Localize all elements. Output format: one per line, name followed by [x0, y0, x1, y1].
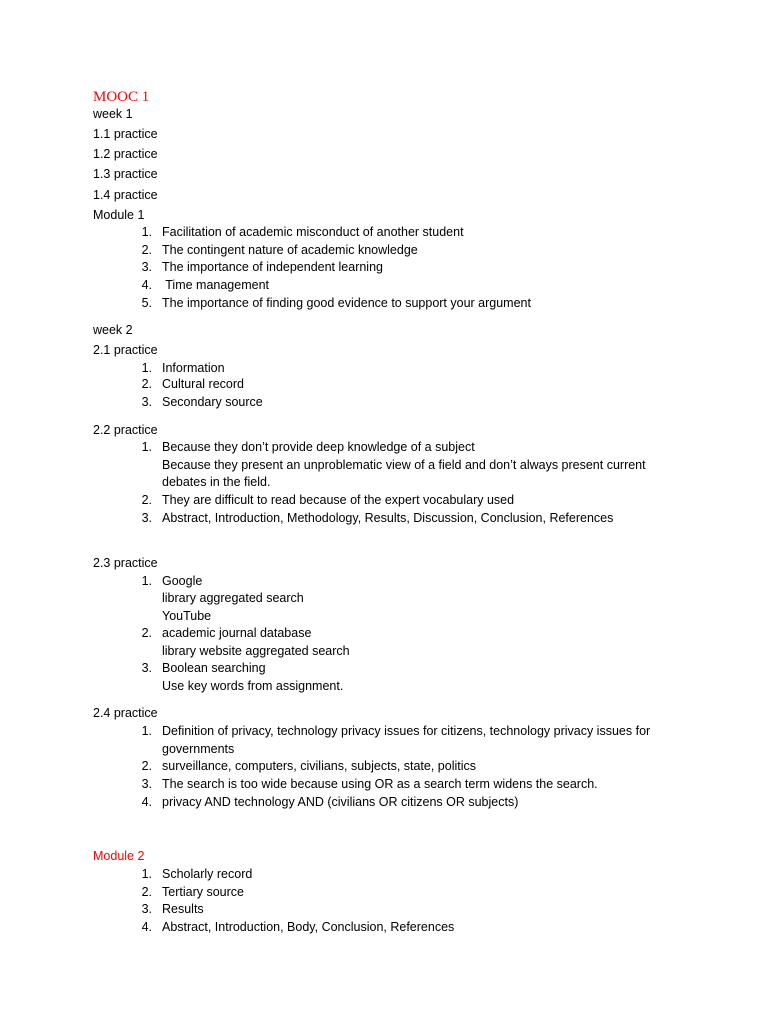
- week-1-label: week 1: [93, 107, 133, 121]
- practice-1-4: 1.4 practice: [93, 188, 158, 202]
- list-number: 1.: [141, 724, 152, 738]
- list-number: 1.: [141, 225, 152, 239]
- list-item: Scholarly record: [162, 867, 253, 881]
- list-item-continued: debates in the field.: [162, 475, 271, 489]
- list-number: 3.: [141, 511, 152, 525]
- list-item-continued: library aggregated search: [162, 591, 304, 605]
- practice-1-2: 1.2 practice: [93, 147, 158, 161]
- list-item: Information: [162, 361, 225, 375]
- list-number: 1.: [141, 361, 152, 375]
- practice-2-1-label: 2.1 practice: [93, 343, 158, 357]
- list-number: 4.: [141, 278, 152, 292]
- list-number: 1.: [141, 440, 152, 454]
- list-item-continued: Use key words from assignment.: [162, 679, 344, 693]
- list-item: Secondary source: [162, 395, 263, 409]
- list-item: They are difficult to read because of the expert vocabulary used: [162, 493, 515, 507]
- list-item: The importance of independent learning: [162, 260, 383, 274]
- list-item-continued: library website aggregated search: [162, 644, 350, 658]
- list-number: 3.: [141, 661, 152, 675]
- list-number: 3.: [141, 395, 152, 409]
- week-2-label: week 2: [93, 323, 133, 337]
- list-item: Abstract, Introduction, Body, Conclusion, References: [162, 920, 455, 934]
- practice-2-4-label: 2.4 practice: [93, 706, 158, 720]
- module-1-label: Module 1: [93, 208, 145, 222]
- list-item: The search is too wide because using OR as a search term widens the search.: [162, 777, 598, 791]
- list-item: surveillance, computers, civilians, subjects, state, politics: [162, 759, 477, 773]
- practice-2-2-label: 2.2 practice: [93, 423, 158, 437]
- list-item: Facilitation of academic misconduct of another student: [162, 225, 464, 239]
- list-item: Because they don’t provide deep knowledge of a subject: [162, 440, 475, 454]
- list-number: 2.: [141, 626, 152, 640]
- list-item-continued: governments: [162, 742, 235, 756]
- list-number: 2.: [141, 759, 152, 773]
- list-number: 1.: [141, 574, 152, 588]
- module-2-label: Module 2: [93, 849, 145, 863]
- list-number: 1.: [141, 867, 152, 881]
- list-item: The contingent nature of academic knowledge: [162, 243, 418, 257]
- list-number: 3.: [141, 260, 152, 274]
- list-number: 3.: [141, 902, 152, 916]
- list-item: Google: [162, 574, 203, 588]
- practice-1-1: 1.1 practice: [93, 127, 158, 141]
- practice-1-3: 1.3 practice: [93, 167, 158, 181]
- list-number: 2.: [141, 885, 152, 899]
- list-number: 5.: [141, 296, 152, 310]
- list-item: Definition of privacy, technology privacy issues for citizens, technology privacy issues for: [162, 724, 651, 738]
- list-number: 3.: [141, 777, 152, 791]
- list-item: Cultural record: [162, 377, 244, 391]
- list-item: Tertiary source: [162, 885, 244, 899]
- list-item: privacy AND technology AND (civilians OR citizens OR subjects): [162, 795, 519, 809]
- list-item: academic journal database: [162, 626, 312, 640]
- list-item: The importance of finding good evidence to support your argument: [162, 296, 531, 310]
- list-item: Boolean searching: [162, 661, 266, 675]
- document-title: MOOC 1: [93, 89, 150, 105]
- list-number: 2.: [141, 377, 152, 391]
- list-number: 2.: [141, 243, 152, 257]
- practice-2-3-label: 2.3 practice: [93, 556, 158, 570]
- list-number: 4.: [141, 795, 152, 809]
- list-item-continued: YouTube: [162, 609, 212, 623]
- list-item: Abstract, Introduction, Methodology, Results, Discussion, Conclusion, References: [162, 511, 614, 525]
- list-number: 2.: [141, 493, 152, 507]
- list-item-continued: Because they present an unproblematic view of a field and don’t always present current: [162, 458, 646, 472]
- list-item: Time management: [162, 278, 269, 292]
- list-number: 4.: [141, 920, 152, 934]
- list-item: Results: [162, 902, 204, 916]
